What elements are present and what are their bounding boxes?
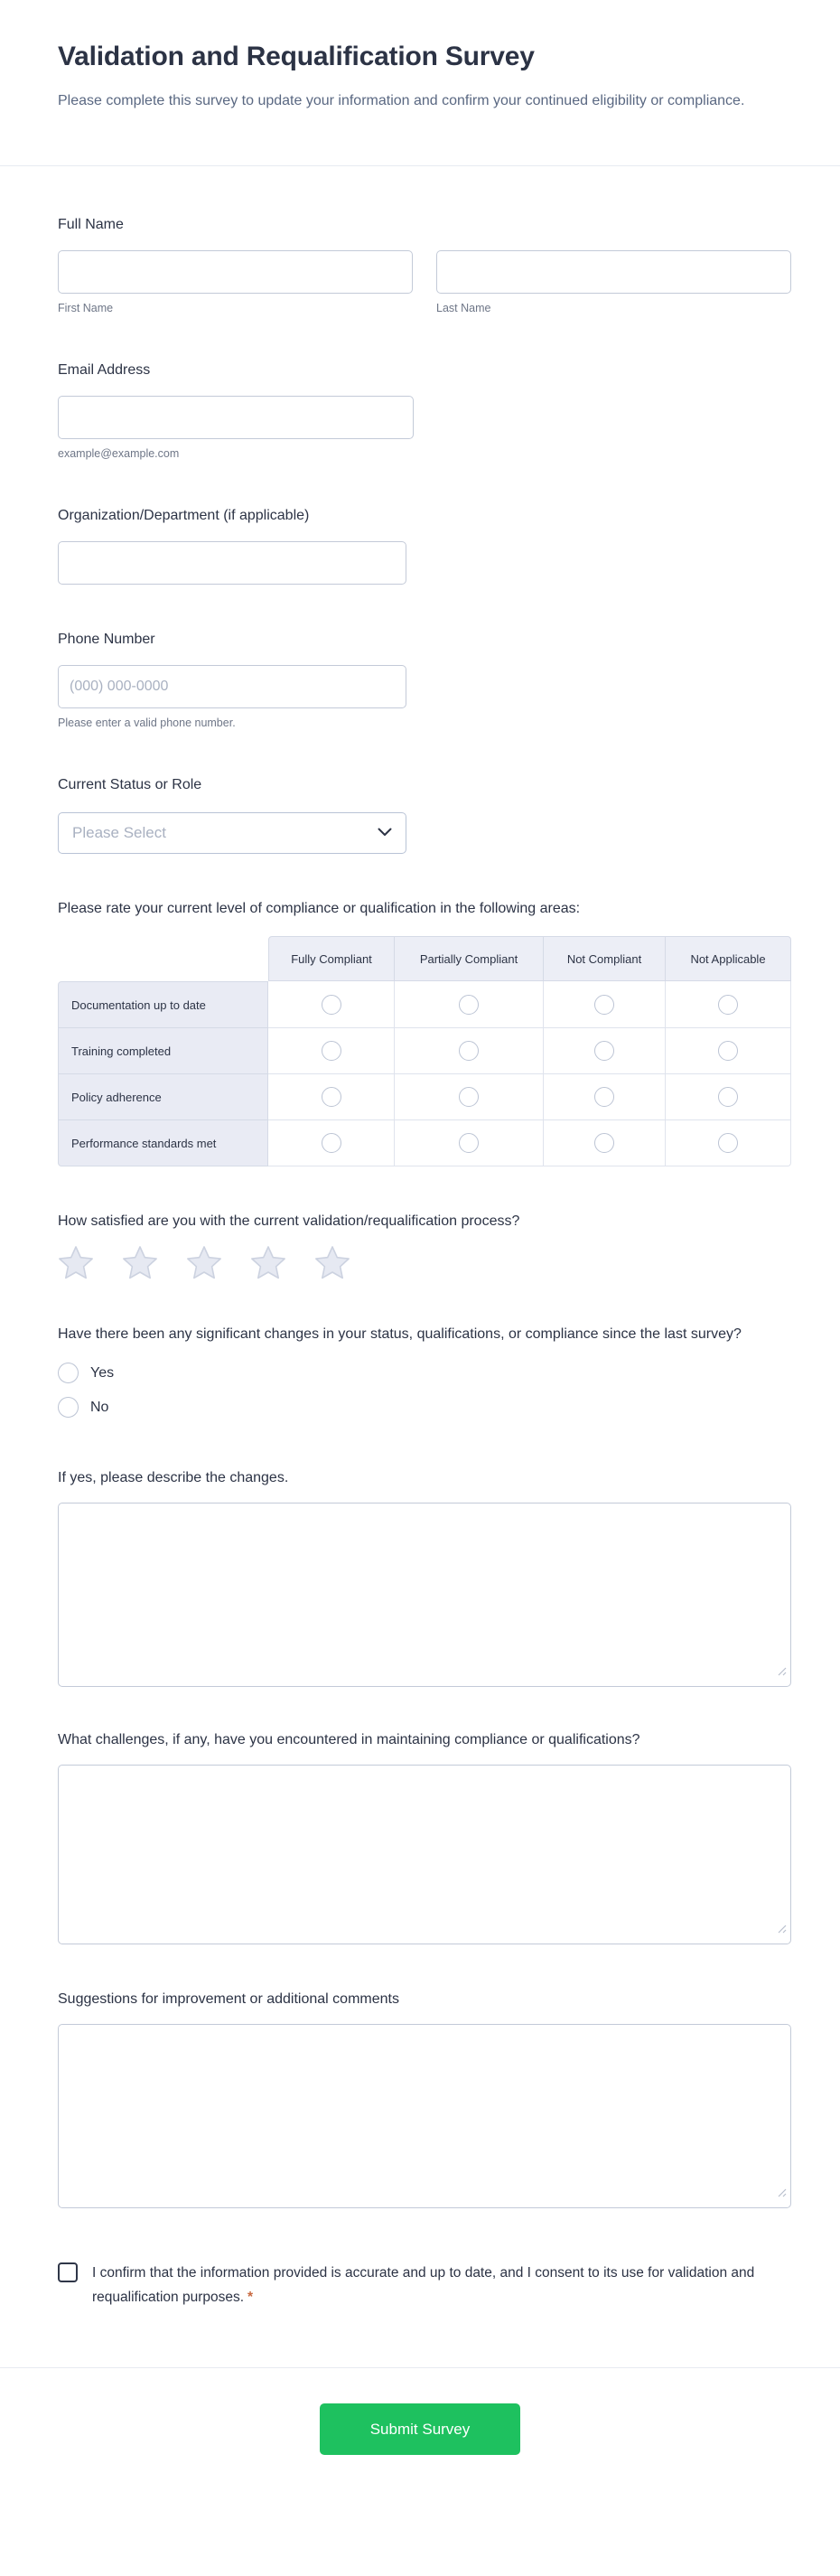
radio-icon[interactable] — [58, 1397, 79, 1418]
question-challenges — [58, 1730, 791, 1944]
status-label: Current Status or Role — [58, 777, 202, 792]
suggestions-wrap — [58, 2024, 791, 2208]
submit-survey-button[interactable]: Submit Survey — [320, 2403, 520, 2455]
matrix-cell — [395, 1028, 544, 1074]
question-suggestions — [58, 1990, 791, 2208]
matrix-cell — [268, 981, 395, 1028]
matrix-row-label: Policy adherence — [58, 1074, 268, 1120]
matrix-row-label: Documentation up to date — [58, 981, 268, 1028]
last-name-column — [436, 250, 791, 315]
matrix-cell — [666, 1120, 791, 1166]
matrix-row — [58, 1120, 791, 1166]
matrix-radio[interactable] — [459, 995, 479, 1015]
changes-label: Have there been any significant changes in your status, qualifications, or compliance since the last survey? — [58, 1326, 742, 1342]
matrix-cell — [268, 1074, 395, 1120]
status-select[interactable] — [58, 812, 406, 854]
matrix-radio[interactable] — [594, 1133, 614, 1153]
matrix-row-label: Training completed — [58, 1028, 268, 1074]
matrix-cell — [268, 1028, 395, 1074]
suggestions-label: Suggestions for improvement or additional comments — [58, 1991, 399, 2007]
submit-row — [0, 2368, 840, 2502]
star-icon[interactable] — [250, 1246, 286, 1279]
full-name-row — [58, 250, 791, 315]
matrix-cell — [395, 981, 544, 1028]
star-icon[interactable] — [186, 1246, 222, 1279]
challenges-textarea[interactable] — [58, 1765, 791, 1944]
organization-label: Organization/Department (if applicable) — [58, 508, 310, 523]
email-sublabel: example@example.com — [58, 447, 180, 460]
matrix-cell — [268, 1120, 395, 1166]
matrix-radio[interactable] — [322, 1087, 341, 1107]
matrix-table — [58, 936, 791, 1166]
matrix-header-row — [58, 936, 791, 981]
form-header — [0, 0, 840, 166]
confirmation-checkbox[interactable] — [58, 2262, 78, 2282]
suggestions-textarea[interactable] — [58, 2024, 791, 2208]
email-field[interactable] — [58, 396, 414, 439]
matrix-radio[interactable] — [718, 1041, 738, 1061]
changes-option-no[interactable] — [58, 1397, 791, 1418]
matrix-radio[interactable] — [594, 1041, 614, 1061]
matrix-cell — [544, 1074, 666, 1120]
matrix-column-header: Not Applicable — [666, 936, 791, 981]
matrix-cell — [666, 981, 791, 1028]
last-name-sublabel: Last Name — [436, 302, 491, 314]
matrix-column-header: Fully Compliant — [268, 936, 395, 981]
full-name-label: Full Name — [58, 217, 124, 232]
satisfaction-label: How satisfied are you with the current validation/requalification process? — [58, 1213, 520, 1229]
option-label: No — [90, 1399, 109, 1415]
matrix-label: Please rate your current level of compliance or qualification in the following areas: — [58, 901, 581, 916]
star-icon[interactable] — [314, 1246, 350, 1279]
matrix-cell — [666, 1074, 791, 1120]
matrix-cell — [666, 1028, 791, 1074]
challenges-label: What challenges, if any, have you encountered in maintaining compliance or qualifications? — [58, 1732, 640, 1747]
question-full-name — [58, 215, 791, 315]
first-name-sublabel: First Name — [58, 302, 114, 314]
question-matrix — [58, 899, 791, 1166]
phone-sublabel: Please enter a valid phone number. — [58, 717, 236, 729]
matrix-row-label: Performance standards met — [58, 1120, 268, 1166]
challenges-wrap — [58, 1765, 791, 1944]
confirmation-label: I confirm that the information provided is accurate and up to date, and I consent to its use for validation and requalification purposes. — [92, 2265, 755, 2305]
matrix-cell — [395, 1074, 544, 1120]
required-asterisk: * — [247, 2290, 254, 2305]
matrix-radio[interactable] — [459, 1087, 479, 1107]
question-describe-changes — [58, 1468, 791, 1687]
matrix-radio[interactable] — [718, 1087, 738, 1107]
matrix-cell — [544, 981, 666, 1028]
matrix-radio[interactable] — [718, 1133, 738, 1153]
phone-label: Phone Number — [58, 632, 155, 647]
star-icon[interactable] — [58, 1246, 94, 1279]
email-label: Email Address — [58, 362, 151, 378]
question-status — [58, 775, 791, 854]
matrix-row — [58, 1028, 791, 1074]
question-changes — [58, 1325, 791, 1418]
matrix-cell — [544, 1028, 666, 1074]
matrix-radio[interactable] — [594, 995, 614, 1015]
matrix-column-header: Partially Compliant — [395, 936, 544, 981]
matrix-radio[interactable] — [322, 1041, 341, 1061]
last-name-input[interactable] — [436, 250, 791, 294]
matrix-radio[interactable] — [459, 1041, 479, 1061]
question-organization — [58, 506, 791, 585]
star-rating — [58, 1246, 791, 1279]
question-phone — [58, 630, 791, 730]
changes-option-yes[interactable] — [58, 1363, 791, 1383]
form-body — [0, 215, 840, 2309]
first-name-column — [58, 250, 413, 315]
phone-input[interactable] — [58, 665, 406, 708]
matrix-radio[interactable] — [459, 1133, 479, 1153]
first-name-input[interactable] — [58, 250, 413, 294]
matrix-row — [58, 1074, 791, 1120]
matrix-radio[interactable] — [322, 1133, 341, 1153]
matrix-column-header: Not Compliant — [544, 936, 666, 981]
question-satisfaction — [58, 1212, 791, 1279]
matrix-corner-cell — [58, 936, 268, 981]
describe-changes-textarea[interactable] — [58, 1503, 791, 1687]
page-title: Validation and Requalification Survey — [58, 42, 535, 71]
question-confirmation — [58, 2261, 791, 2309]
radio-icon[interactable] — [58, 1363, 79, 1383]
star-icon[interactable] — [122, 1246, 158, 1279]
organization-input[interactable] — [58, 541, 406, 585]
status-selected-value: Please Select — [72, 824, 166, 841]
matrix-radio[interactable] — [594, 1087, 614, 1107]
question-email — [58, 361, 791, 461]
matrix-radio[interactable] — [322, 995, 341, 1015]
matrix-cell — [544, 1120, 666, 1166]
page-subtitle: Please complete this survey to update your information and confirm your continued eligibility or compliance. — [58, 93, 745, 108]
matrix-row — [58, 981, 791, 1028]
option-label: Yes — [90, 1364, 115, 1381]
matrix-radio[interactable] — [718, 995, 738, 1015]
matrix-cell — [395, 1120, 544, 1166]
chevron-down-icon — [378, 825, 392, 841]
describe-changes-label: If yes, please describe the changes. — [58, 1470, 289, 1485]
describe-changes-wrap — [58, 1503, 791, 1687]
